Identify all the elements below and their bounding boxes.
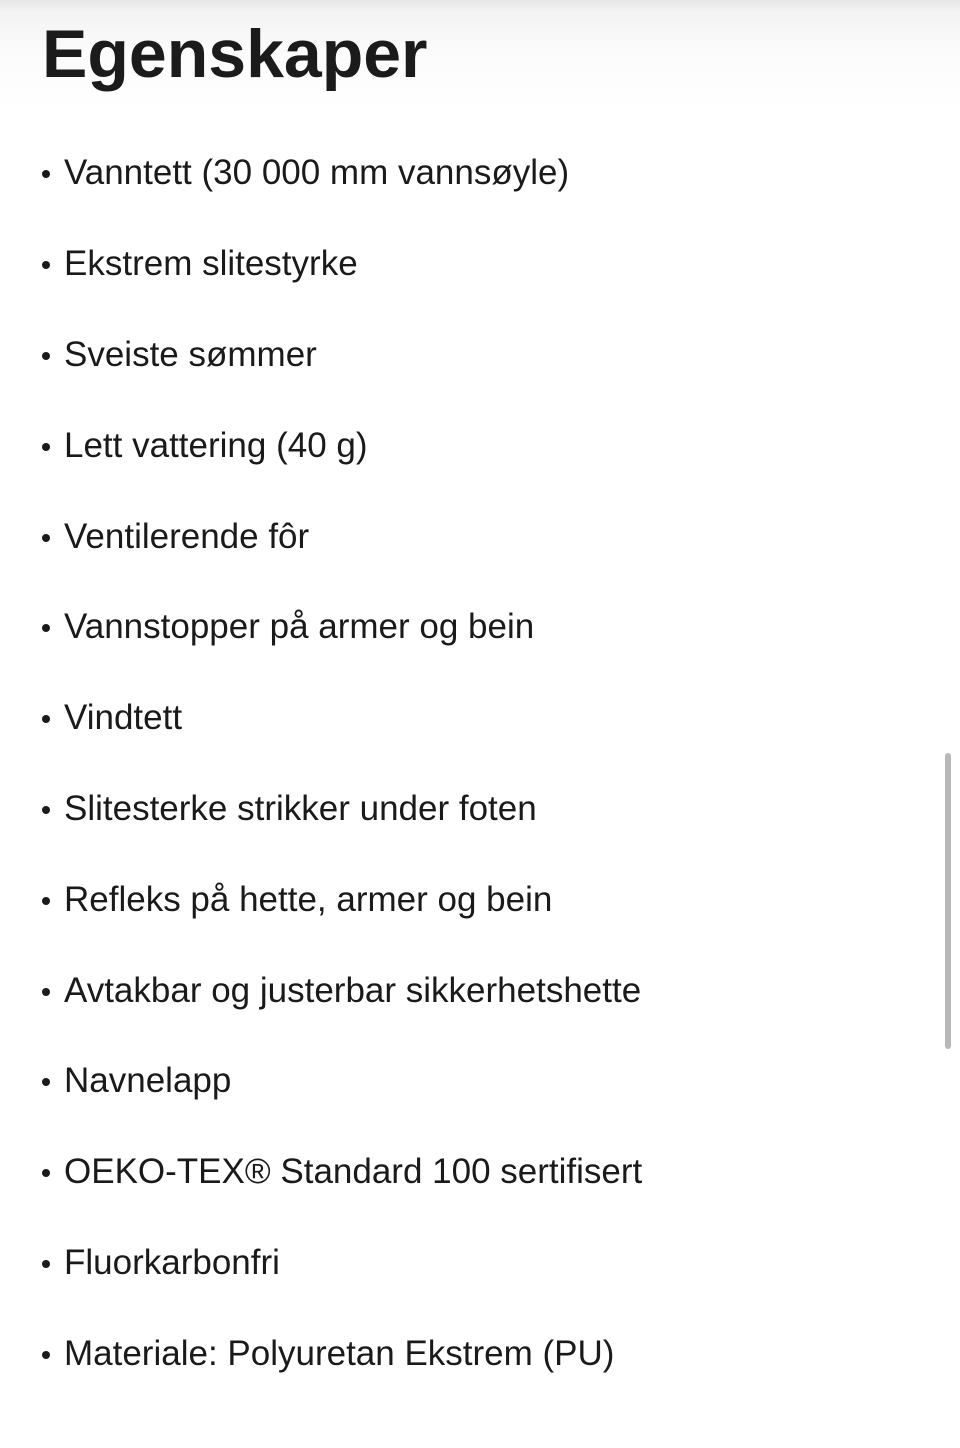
- bullet-dot-icon: [42, 1169, 50, 1177]
- bullet-dot-icon: [42, 897, 50, 905]
- feature-label: Sveiste sømmer: [64, 334, 317, 374]
- feature-label: Avtakbar og justerbar sikkerhetshette: [64, 970, 642, 1010]
- feature-label: Ekstrem slitestyrke: [64, 244, 358, 284]
- feature-label: Slitesterke strikker under foten: [64, 788, 537, 828]
- bullet-dot-icon: [42, 534, 50, 542]
- feature-label: Lett vattering (40 g): [64, 425, 368, 465]
- bullet-dot-icon: [42, 1260, 50, 1268]
- bullet-dot-icon: [42, 352, 50, 360]
- feature-label: Navnelapp: [64, 1061, 232, 1101]
- feature-label: Vannstopper på armer og bein: [64, 607, 535, 647]
- feature-label: Vindtett: [64, 698, 183, 738]
- feature-label: Refleks på hette, armer og bein: [64, 879, 553, 919]
- feature-label: Ventilerende fôr: [64, 516, 310, 556]
- feature-label: Materiale: Polyuretan Ekstrem (PU): [64, 1333, 615, 1373]
- bullet-dot-icon: [42, 715, 50, 723]
- page-title: Egenskaper: [42, 16, 428, 92]
- bullet-dot-icon: [42, 806, 50, 814]
- feature-label: OEKO-TEX® Standard 100 sertifisert: [64, 1152, 643, 1192]
- bullet-dot-icon: [42, 624, 50, 632]
- bullet-dot-icon: [42, 170, 50, 178]
- scrollbar-thumb[interactable]: [945, 753, 951, 1049]
- bullet-dot-icon: [42, 261, 50, 269]
- bullet-dot-icon: [42, 443, 50, 451]
- feature-label: Vanntett (30 000 mm vannsøyle): [64, 153, 570, 193]
- feature-label: Fluorkarbonfri: [64, 1242, 280, 1282]
- bullet-dot-icon: [42, 1078, 50, 1086]
- bullet-dot-icon: [42, 988, 50, 996]
- bullet-dot-icon: [42, 1351, 50, 1359]
